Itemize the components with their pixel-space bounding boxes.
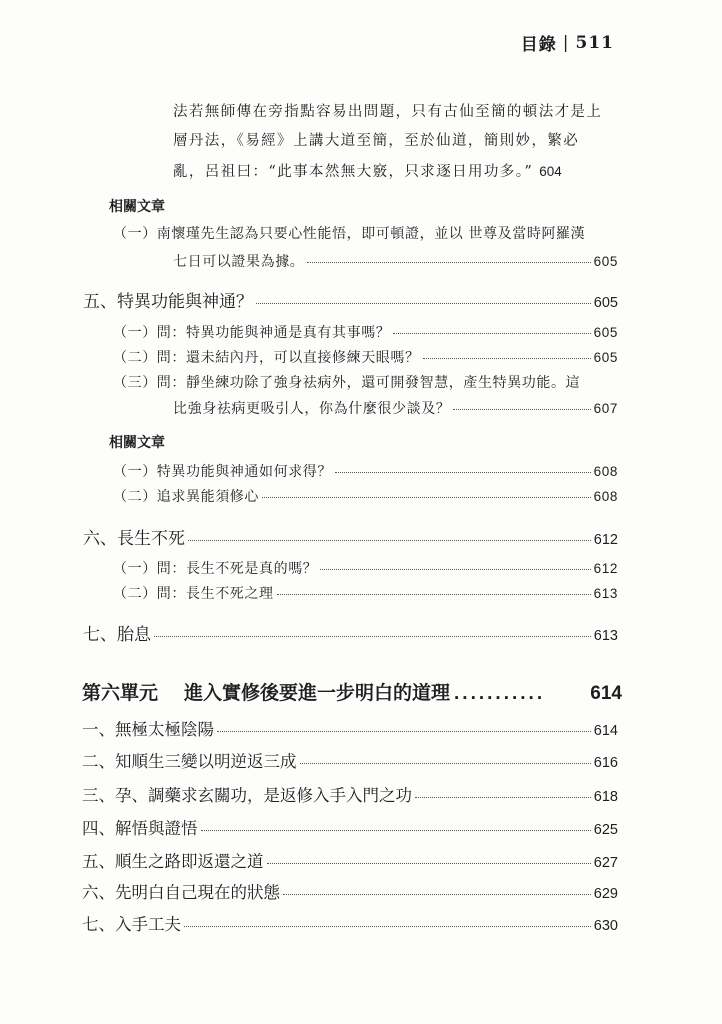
toc-entry-unit6-7[interactable] [82, 911, 618, 935]
unit6-title: 進入實修後要進一步明白的道理 [184, 683, 451, 704]
sec5-q3-page: 607 [593, 401, 618, 416]
unit6-entry-7-text: 七、入手工夫 [82, 915, 181, 934]
sec7-page: 613 [593, 628, 618, 644]
leader-dots [154, 636, 591, 637]
related-label-a: 相關文章 [109, 198, 165, 214]
leader-dots [217, 731, 591, 732]
related-a-item-line2[interactable] [173, 251, 618, 271]
toc-entry-sec5-q3[interactable] [173, 398, 618, 418]
leader-dots [256, 303, 591, 304]
related-label-b: 相關文章 [109, 434, 165, 450]
leader-dots [300, 763, 591, 764]
sec6-title: 六、長生不死 [83, 529, 185, 549]
leader-dots [415, 797, 591, 798]
unit6-entry-1-text: 一、無極太極陰陽 [82, 720, 214, 739]
sec6-q2-text: （二）問：長生不死之理 [113, 586, 274, 602]
leader-dots [283, 894, 591, 895]
sec5-q1-page: 605 [593, 325, 618, 340]
unit6-page: 614 [590, 683, 622, 704]
leader-dots [307, 262, 590, 263]
toc-entry-unit6-6[interactable] [82, 879, 618, 903]
toc-entry-related-b1[interactable] [113, 461, 618, 481]
sec6-q1-page: 612 [593, 561, 618, 576]
unit6-label: 第六單元 [82, 683, 159, 704]
unit6-entry-2-text: 二、知順生三變以明逆返三成 [82, 752, 297, 771]
intro-page: 604 [539, 164, 562, 179]
toc-entry-sec5-q2[interactable] [113, 347, 618, 367]
intro-line-3 [173, 160, 562, 181]
toc-entry-unit6-4[interactable] [82, 815, 618, 839]
toc-entry-related-b2[interactable] [113, 486, 618, 506]
sec5-q1-text: （一）問：特異功能與神通是真有其事嗎？ [113, 325, 391, 341]
sec7-title: 七、胎息 [83, 625, 151, 645]
unit6-entry-7-page: 630 [593, 918, 618, 934]
leader-dots [320, 569, 590, 570]
toc-entry-unit6-3[interactable] [82, 782, 618, 806]
toc-entry-sec7[interactable] [83, 620, 618, 645]
sec5-title: 五、特異功能與神通？ [83, 292, 253, 312]
toc-entry-sec5-q1[interactable] [113, 322, 618, 342]
intro-line-3-text: 亂，呂祖曰：“此事本然無大竅，只求逐日用功多。” [173, 164, 534, 180]
running-header [521, 30, 614, 55]
intro-line-2: 層丹法，《易經》上講大道至簡，至於仙道，簡則妙，繁必 [173, 133, 580, 149]
leader-dots [201, 830, 591, 831]
leader-dots [453, 409, 590, 410]
toc-entry-unit6-1[interactable] [82, 716, 618, 740]
sec5-q3-line2: 比強身祛病更吸引人，你為什麼很少談及？ [173, 401, 451, 417]
leader-dots [277, 594, 591, 595]
sec5-q3-line1: （三）問：靜坐練功除了強身祛病外，還可開發智慧，產生特異功能。這 [113, 375, 581, 391]
related-a-item-page: 605 [593, 254, 618, 269]
leader-dots [188, 540, 591, 541]
unit6-entry-1-page: 614 [593, 723, 618, 739]
sec5-q2-page: 605 [593, 350, 618, 365]
header-section-title: 目錄 [520, 35, 557, 55]
unit6-entry-5-text: 五、順生之路即返還之道 [82, 852, 264, 871]
unit6-entry-4-text: 四、解悟與證悟 [82, 819, 198, 838]
unit6-entry-6-text: 六、先明白自己現在的狀態 [82, 883, 280, 902]
toc-entry-unit6-5[interactable] [82, 848, 618, 872]
sec6-q2-page: 613 [593, 586, 618, 601]
leader-dots [262, 497, 591, 498]
leader-dots [184, 926, 591, 927]
unit6-entry-3-page: 618 [593, 789, 618, 805]
toc-entry-sec5[interactable] [83, 287, 618, 312]
unit6-entry-4-page: 625 [593, 822, 618, 838]
unit6-entry-5-page: 627 [593, 855, 618, 871]
header-separator: | [562, 32, 570, 53]
related-a-item-line2-text: 七日可以證果為據。 [173, 254, 305, 270]
toc-entry-unit6-2[interactable] [82, 748, 618, 772]
leader-dots [267, 863, 591, 864]
related-b1-text: （一）特異功能與神通如何求得？ [113, 464, 332, 480]
leader-dots [393, 333, 590, 334]
header-page-number: 511 [575, 32, 614, 53]
related-b1-page: 608 [593, 464, 618, 479]
related-b2-page: 608 [593, 489, 618, 504]
unit6-entry-6-page: 629 [593, 886, 618, 902]
unit6-leader: ........... [454, 683, 546, 704]
intro-line-1: 法若無師傳在旁指點容易出問題，只有古仙至簡的頓法才是上 [173, 104, 603, 120]
leader-dots [423, 358, 591, 359]
toc-entry-sec6[interactable] [83, 524, 618, 549]
unit6-heading[interactable] [82, 678, 622, 705]
sec5-q2-text: （二）問：還未結內丹，可以直接修練天眼嗎？ [113, 350, 420, 366]
leader-dots [335, 472, 591, 473]
sec5-page: 605 [593, 295, 618, 311]
unit6-entry-3-text: 三、孕、調藥求玄關功，是返修入手入門之功 [82, 786, 412, 805]
sec6-q1-text: （一）問：長生不死是真的嗎？ [113, 561, 318, 577]
unit6-entry-2-page: 616 [593, 755, 618, 771]
related-a-item-line1: （一）南懷瑾先生認為只要心性能悟，即可頓證，並以 世尊及當時阿羅漢 [113, 226, 586, 242]
sec6-page: 612 [593, 532, 618, 548]
toc-entry-sec6-q2[interactable] [113, 583, 618, 603]
toc-entry-sec6-q1[interactable] [113, 558, 618, 578]
related-b2-text: （二）追求異能須修心 [113, 489, 259, 505]
